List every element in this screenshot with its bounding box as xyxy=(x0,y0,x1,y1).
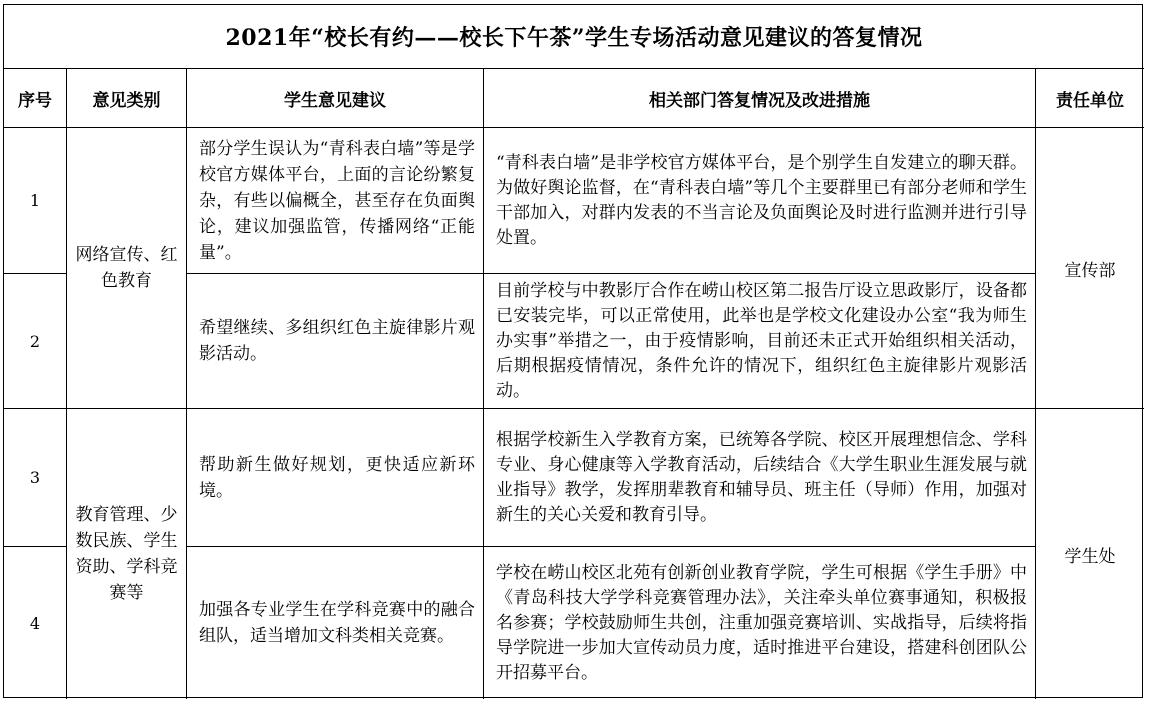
row-index: 2 xyxy=(4,274,67,409)
suggestion-cell xyxy=(187,547,484,699)
response-text: 根据学校新生入学教育方案，已统筹各学院、校区开展理想信念、学科专业、身心健康等入学教育活动，后续结合《大学生职业生涯发展与就业指导》教学，发挥朋辈教育和辅导员、班主任（导师）作用，加强对新生的关心关爱和教育引导。 xyxy=(496,429,1027,525)
header-department: 责任单位 xyxy=(1036,69,1144,128)
category-text: 教育管理、少数民族、学生资助、学科竞赛等 xyxy=(75,505,178,603)
category-text: 网络宣传、红色教育 xyxy=(75,245,178,291)
department-cell xyxy=(1036,409,1144,699)
row-index: 1 xyxy=(4,128,67,274)
suggestion-cell xyxy=(187,274,484,409)
department-cell xyxy=(1036,128,1144,409)
response-cell xyxy=(484,128,1036,274)
suggestion-text: 加强各专业学生在学科竞赛中的融合组队，适当增加文科类相关竞赛。 xyxy=(199,600,475,646)
response-text: “青科表白墙”是非学校官方媒体平台，是个别学生自发建立的聊天群。为做好舆论监督，在“青科表白墙”等几个主要群里已有部分老师和学生干部加入，对群内发表的不当言论及负面舆论及时进行监测并进行引导处置。 xyxy=(496,152,1027,248)
suggestion-cell xyxy=(187,128,484,274)
category-cell xyxy=(67,409,187,699)
suggestion-text: 希望继续、多组织红色主旋律影片观影活动。 xyxy=(199,318,475,364)
header-category: 意见类别 xyxy=(67,69,187,128)
row-index: 4 xyxy=(4,547,67,699)
response-text: 学校在崂山校区北苑有创新创业教育学院，学生可根据《学生手册》中《青岛科技大学学科竞赛管理办法》，关注牵头单位赛事通知，积极报名参赛；学校鼓励师生共创，注重加强竞赛培训、实战指导，后续将指导学院进一步加大宣传动员力度，适时推进平台建设，搭建科创团队公开招募平台。 xyxy=(496,562,1027,683)
response-text: 目前学校与中教影厅合作在崂山校区第二报告厅设立思政影厅，设备都已安装完毕，可以正常使用，此举也是学校文化建设办公室“我为师生办实事”举措之一，由于疫情影响，目前还未正式开始组织相关活动，后期根据疫情情况，条件允许的情况下，组织红色主旋律影片观影活动。 xyxy=(496,280,1027,401)
row-index: 3 xyxy=(4,409,67,547)
category-cell xyxy=(67,128,187,409)
department-text: 学生处 xyxy=(1064,546,1116,567)
response-cell xyxy=(484,409,1036,547)
suggestion-cell xyxy=(187,409,484,547)
suggestion-text: 帮助新生做好规划，更快适应新环境。 xyxy=(199,454,475,501)
header-index: 序号 xyxy=(4,69,67,128)
department-text: 宣传部 xyxy=(1064,260,1116,281)
response-table xyxy=(3,4,1143,698)
response-cell xyxy=(484,274,1036,409)
header-suggestion: 学生意见建议 xyxy=(187,69,484,128)
table-title: 2021年“校长有约——校长下午茶”学生专场活动意见建议的答复情况 xyxy=(4,5,1144,69)
suggestion-text: 部分学生误认为“青科表白墙”等是学校官方媒体平台，上面的言论纷繁复杂，有些以偏概全，甚至存在负面舆论，建议加强监管，传播网络“正能量”。 xyxy=(199,138,475,263)
header-response: 相关部门答复情况及改进措施 xyxy=(484,69,1036,128)
response-cell xyxy=(484,547,1036,699)
